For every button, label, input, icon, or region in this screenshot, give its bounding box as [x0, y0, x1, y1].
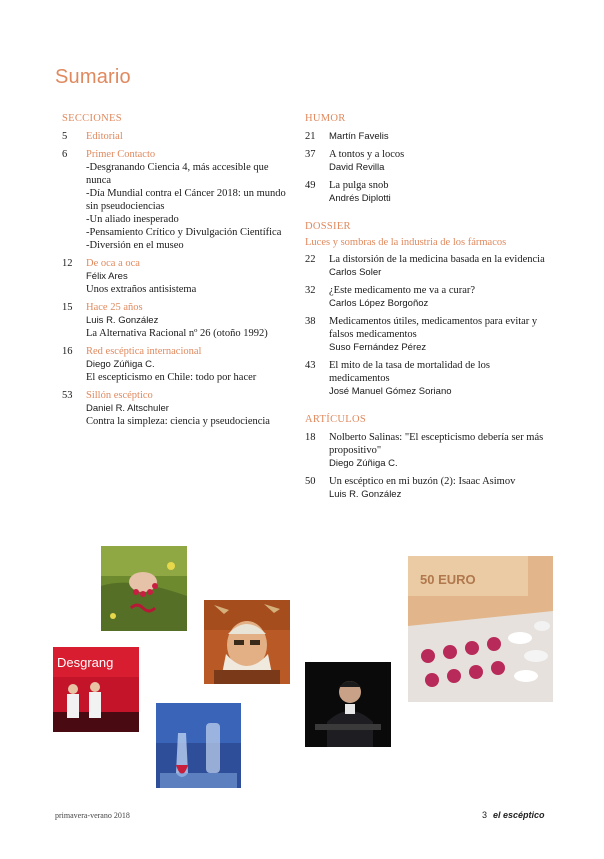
toc-entry-red-esceptica[interactable]: [62, 345, 294, 384]
entry-title: Sillón escéptico: [86, 390, 153, 401]
page-number: 37: [305, 149, 316, 160]
page-number: 22: [305, 254, 316, 265]
entry-line: -Pensamiento Crítico y Divulgación Científica: [86, 227, 282, 238]
entry-title: Medicamentos útiles, medicamentos para evitar y falsos medicamentos: [329, 316, 538, 340]
page-title: Sumario: [55, 66, 131, 88]
page-number: 16: [62, 346, 73, 357]
entry-line: Unos extraños antisistema: [86, 284, 197, 295]
entry-author: Carlos Soler: [329, 267, 382, 278]
page-number: 6: [62, 149, 68, 160]
entry-line: -Desgranando Ciencia 4, más accesible que nunca: [86, 162, 269, 186]
entry-author: Suso Fernández Pérez: [329, 342, 427, 353]
photo-person-dark: [305, 662, 391, 747]
toc-entry-editorial[interactable]: [62, 130, 294, 143]
entry-line: -Un aliado inesperado: [86, 214, 179, 225]
toc-entry-humor-37[interactable]: [305, 148, 545, 174]
photo-euro-pills: [408, 556, 553, 702]
dossier-subtitle: Luces y sombras de la industria de los fármacos: [305, 237, 507, 248]
entry-author: Diego Zúñiga C.: [329, 458, 398, 469]
entry-author: David Revilla: [329, 162, 385, 173]
toc-entry-dossier-22[interactable]: [305, 253, 545, 279]
toc-entry-sillon-esceptico[interactable]: [62, 389, 294, 428]
magazine-name: el escéptico: [493, 810, 545, 820]
toc-entry-humor-49[interactable]: [305, 179, 545, 205]
entry-title: El mito de la tasa de mortalidad de los medicamentos: [329, 360, 490, 384]
entry-author: Luis R. González: [329, 489, 402, 500]
page-number: 43: [305, 360, 316, 371]
entry-line: La Alternativa Racional nº 26 (otoño 1992): [86, 328, 268, 339]
entry-line: Contra la simpleza: ciencia y pseudociencia: [86, 416, 270, 427]
entry-title: La pulga snob: [329, 180, 389, 191]
page-number: 21: [305, 131, 316, 142]
secciones-header: SECCIONES: [62, 113, 122, 124]
page-number: 15: [62, 302, 73, 313]
page-number: 49: [305, 180, 316, 191]
entry-title: De oca a oca: [86, 258, 140, 269]
stage-banner-text: Desgrang: [57, 655, 114, 670]
entry-title: La distorsión de la medicina basada en la evidencia: [329, 254, 545, 265]
entry-author: Andrés Diplotti: [329, 193, 391, 204]
page-number: 32: [305, 285, 316, 296]
right-column: [305, 112, 545, 506]
entry-title: Un escéptico en mi buzón (2): Isaac Asimov: [329, 476, 516, 487]
banknote-text: 50 EURO: [420, 572, 476, 587]
footer-page-info: [482, 810, 545, 820]
page-number: 5: [62, 131, 68, 142]
toc-entry-humor-21[interactable]: [305, 130, 545, 143]
page-number: 18: [305, 432, 316, 443]
entry-title: Hace 25 años: [86, 302, 143, 313]
page-number: 12: [62, 258, 73, 269]
toc-entry-articulos-18[interactable]: [305, 431, 545, 470]
dossier-header: DOSSIER: [305, 221, 351, 232]
entry-author: Martín Favelis: [329, 131, 389, 142]
entry-author: Daniel R. Altschuler: [86, 403, 169, 414]
photo-asimov-portrait: [204, 600, 290, 684]
page-number: 3: [482, 810, 488, 820]
page-number: 53: [62, 390, 73, 401]
entry-author: Luis R. González: [86, 315, 159, 326]
toc-entry-dossier-38[interactable]: [305, 315, 545, 354]
entry-line: -Día Mundial contra el Cáncer 2018: un mundo sin pseudociencias: [86, 188, 286, 212]
footer-season: primavera-verano 2018: [55, 811, 130, 820]
articulos-header: ARTÍCULOS: [305, 414, 366, 425]
entry-title: Editorial: [86, 131, 123, 142]
toc-entry-hace-25-anos[interactable]: [62, 301, 294, 340]
entry-line: El escepticismo en Chile: todo por hacer: [86, 372, 257, 383]
entry-author: Félix Ares: [86, 271, 128, 282]
humor-header: HUMOR: [305, 113, 346, 124]
entry-title: Red escéptica internacional: [86, 346, 202, 357]
entry-line: -Diversión en el museo: [86, 240, 184, 251]
entry-author: Diego Zúñiga C.: [86, 359, 155, 370]
toc-entry-dossier-43[interactable]: [305, 359, 545, 398]
photo-lab-glassware: [156, 703, 241, 788]
entry-title: ¿Este medicamento me va a curar?: [329, 285, 476, 296]
secciones-column: [62, 112, 294, 433]
photo-desgranando-stage: [53, 647, 139, 732]
entry-title: Primer Contacto: [86, 149, 156, 160]
entry-author: José Manuel Gómez Soriano: [329, 386, 452, 397]
page-number: 50: [305, 476, 316, 487]
page-number: 38: [305, 316, 316, 327]
toc-entry-primer-contacto[interactable]: [62, 148, 294, 252]
photo-hand-grass: [101, 546, 187, 631]
toc-entry-dossier-32[interactable]: [305, 284, 545, 310]
entry-title: Nolberto Salinas: "El escepticismo debería ser más propositivo": [329, 432, 544, 456]
toc-entry-articulos-50[interactable]: [305, 475, 545, 501]
toc-entry-de-oca-a-oca[interactable]: [62, 257, 294, 296]
entry-title: A tontos y a locos: [329, 149, 405, 160]
entry-author: Carlos López Borgoñoz: [329, 298, 429, 309]
